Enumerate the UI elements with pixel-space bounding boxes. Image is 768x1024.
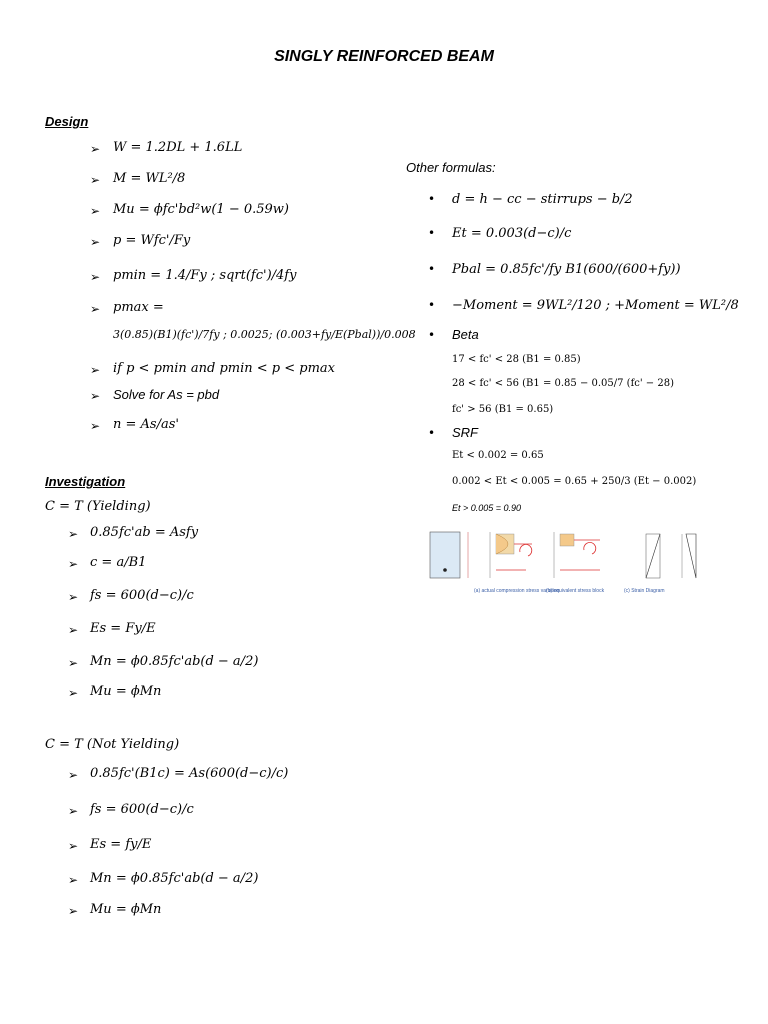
yielding-item: Mu = ϕMn [90,684,162,699]
figure-caption: (b) equivalent stress block [546,588,605,594]
design-heading: Design [45,114,89,129]
other-item: Et = 0.003(d−c)/c [452,226,572,241]
bullet-icon: • [428,426,436,440]
arrow-bullet-icon: ➢ [68,590,79,604]
beta-row: 28 < fc' < 56 (B1 = 0.85 − 0.05/7 (fc' − 28) [452,378,674,389]
other-item: SRF [452,425,478,440]
srf-row: Et < 0.002 = 0.65 [452,450,544,461]
other-item: Pbal = 0.85fc'/fy B1(600/(600+fy)) [452,262,681,277]
investigation-heading: Investigation [45,474,126,489]
yielding-item: c = a/B1 [90,555,147,570]
design-item: W = 1.2DL + 1.6LL [113,140,243,155]
not-yielding-heading: C = T (Not Yielding) [45,737,180,752]
design-item: M = WL²/8 [113,171,186,186]
design-item: Mu = ϕfc'bd²w(1 − 0.59w) [113,202,289,217]
arrow-bullet-icon: ➢ [68,656,79,670]
beta-row: fc' > 56 (B1 = 0.65) [452,404,554,415]
not-yielding-item: Mu = ϕMn [90,902,162,917]
arrow-bullet-icon: ➢ [68,804,79,818]
design-item: 3(0.85)(B1)(fc')/7fy ; 0.0025; (0.003+fy/E(Pbal))/0.008 [113,328,416,341]
bullet-icon: • [428,262,436,276]
arrow-bullet-icon: ➢ [68,873,79,887]
design-item: Solve for As = pbd [113,387,220,402]
arrow-bullet-icon: ➢ [90,142,101,156]
srf-row: 0.002 < Et < 0.005 = 0.65 + 250/3 (Et − 0.002) [452,476,697,487]
page-title: SINGLY REINFORCED BEAM [274,48,494,65]
figure-caption: (c) Strain Diagram [624,588,665,594]
not-yielding-item: fs = 600(d−c)/c [90,802,194,817]
srf-row: Et > 0.005 = 0.90 [452,503,522,513]
beta-row: 17 < fc' < 28 (B1 = 0.85) [452,354,581,365]
design-item: pmax = [113,300,164,315]
figure-caption: (a) actual compression stress variation [474,588,560,594]
arrow-bullet-icon: ➢ [68,768,79,782]
bullet-icon: • [428,192,436,206]
yielding-item: fs = 600(d−c)/c [90,588,194,603]
other-formulas-heading: Other formulas: [406,160,496,175]
arrow-bullet-icon: ➢ [90,204,101,218]
yielding-heading: C = T (Yielding) [45,499,151,514]
design-item: if p < pmin and pmin < p < pmax [113,361,336,376]
not-yielding-item: Mn = ϕ0.85fc'ab(d − a/2) [90,871,259,886]
arrow-bullet-icon: ➢ [90,235,101,249]
yielding-item: 0.85fc'ab = Asfy [90,525,199,540]
stress-block-b [560,534,574,546]
arrow-bullet-icon: ➢ [68,557,79,571]
bullet-icon: • [428,328,436,342]
arrow-bullet-icon: ➢ [68,623,79,637]
other-item: d = h − cc − stirrups − b/2 [452,192,633,207]
arrow-bullet-icon: ➢ [68,904,79,918]
design-item: pmin = 1.4/Fy ; sqrt(fc')/4fy [113,268,297,283]
arrow-bullet-icon: ➢ [90,419,101,433]
bullet-icon: • [428,226,436,240]
not-yielding-item: 0.85fc'(B1c) = As(600(d−c)/c) [90,766,289,781]
arrow-bullet-icon: ➢ [90,363,101,377]
beam-stress-strain-figure [424,526,716,600]
design-item: p = Wfc'/Fy [113,233,191,248]
arrow-bullet-icon: ➢ [90,302,101,316]
arrow-bullet-icon: ➢ [68,527,79,541]
bullet-icon: • [428,298,436,312]
not-yielding-item: Es = fy/E [90,837,152,852]
yielding-item: Es = Fy/E [90,621,156,636]
rebar-dot [443,568,447,572]
other-item: Beta [452,327,479,342]
arrow-bullet-icon: ➢ [68,839,79,853]
arrow-bullet-icon: ➢ [90,270,101,284]
arrow-bullet-icon: ➢ [90,389,101,403]
arrow-bullet-icon: ➢ [68,686,79,700]
arrow-bullet-icon: ➢ [90,173,101,187]
yielding-item: Mn = ϕ0.85fc'ab(d − a/2) [90,654,259,669]
other-item: −Moment = 9WL²/120 ; +Moment = WL²/8 [452,298,739,313]
design-item: n = As/as' [113,417,179,432]
